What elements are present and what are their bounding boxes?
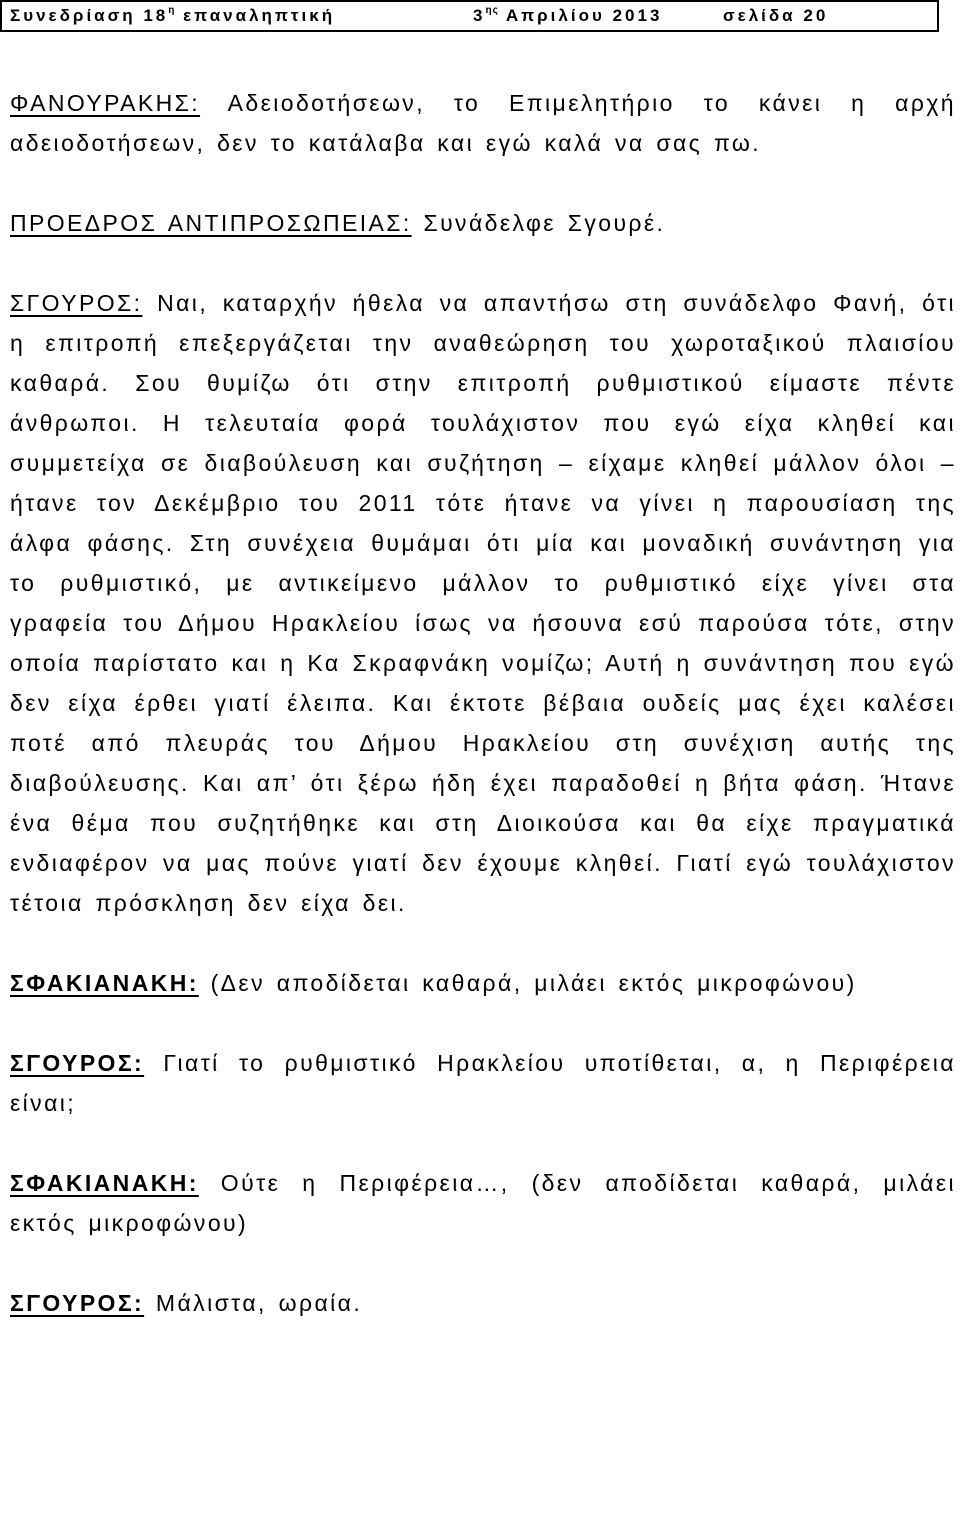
speaker-name: ΦΑΝΟΥΡΑΚΗΣ: — [10, 90, 201, 116]
speaker-name: ΣΓΟΥΡΟΣ: — [10, 290, 143, 316]
transcript-paragraph — [10, 203, 956, 243]
transcript-body — [10, 83, 956, 1363]
speaker-name: ΣΓΟΥΡΟΣ: — [10, 1290, 145, 1316]
transcript-paragraph — [10, 1283, 956, 1323]
speech-text: Αδειοδοτήσεων, το Επιμελητήριο το κάνει η αρχή αδειοδοτήσεων, δεν το κατάλαβα και εγώ καλά να σας πω. — [10, 90, 956, 156]
transcript-paragraph — [10, 1043, 956, 1123]
speech-text: Γιατί το ρυθμιστικό Ηρακλείου υποτίθεται, α, η Περιφέρεια είναι; — [10, 1050, 956, 1116]
transcript-paragraph — [10, 1163, 956, 1243]
session-label: Συνεδρίαση $18^\eta$ επαναληπτική — [10, 5, 336, 25]
speech-text: Συνάδελφε Σγουρέ. — [411, 210, 666, 236]
session-date: $3^{\eta\varsigma}$ Απριλίου 2013 — [473, 5, 663, 25]
speaker-name: ΣΓΟΥΡΟΣ: — [10, 1050, 145, 1076]
speech-text: Ναι, καταρχήν ήθελα να απαντήσω στη συνάδελφο Φανή, ότι η επιτροπή επεξεργάζεται την αναθεώρηση του χωροταξικού πλαισίου καθαρά. Σου θυμίζω ότι στην επιτροπή ρυθμιστικού είμαστε πέντε άνθρωποι. Η τελευταία φορά τουλάχιστον που εγώ είχα κληθεί και συμμετείχα σε διαβούλευση και συζήτηση – είχαμε κληθεί μάλλον όλοι – ήτανε τον Δεκέμβριο του 2011 τότε ήτανε να γίνει η παρουσίαση της άλφα φάσης. Στη συνέχεια θυμάμαι ότι μία και μοναδική συνάντηση για το ρυθμιστικό, με αντικείμενο μάλλον το ρυθμιστικό είχε γίνει στα γραφεία του Δήμου Ηρακλείου ίσως να ήσουνα εσύ παρούσα τότε, στην οποία παρίστατο και η Κα Σκραφνάκη νομίζω; Αυτή η συνάντηση που εγώ δεν είχα έρθει γιατί έλειπα. Και έκτοτε βέβαια ουδείς μας έχει καλέσει ποτέ από πλευράς του Δήμου Ηρακλείου στη συνέχιση αυτής της διαβούλευσης. Και απ’ ότι ξέρω ήδη έχει παραδοθεί η βήτα φάση. Ήτανε ένα θέμα που συζητήθηκε και στη Διοικούσα και θα είχε πραγματικά ενδιαφέρον να μας πούνε γιατί δεν έχουμε κληθεί. Γιατί εγώ τουλάχιστον τέτοια πρόσκληση δεν είχα δει. — [10, 290, 956, 916]
speech-text: Ούτε η Περιφέρεια…, (δεν αποδίδεται καθαρά, μιλάει εκτός μικροφώνου) — [10, 1170, 956, 1236]
transcript-paragraph — [10, 283, 956, 923]
speech-text: Μάλιστα, ωραία. — [144, 1290, 363, 1316]
page-header — [0, 0, 939, 32]
page-number: σελίδα 20 — [723, 6, 829, 25]
speech-text: (Δεν αποδίδεται καθαρά, μιλάει εκτός μικροφώνου) — [198, 970, 857, 996]
speaker-name: ΣΦΑΚΙΑΝΑΚΗ: — [10, 1170, 199, 1196]
speaker-name: ΣΦΑΚΙΑΝΑΚΗ: — [10, 970, 199, 996]
speaker-name: ΠΡΟΕΔΡΟΣ ΑΝΤΙΠΡΟΣΩΠΕΙΑΣ: — [10, 210, 412, 236]
transcript-paragraph — [10, 963, 956, 1003]
transcript-paragraph — [10, 83, 956, 163]
